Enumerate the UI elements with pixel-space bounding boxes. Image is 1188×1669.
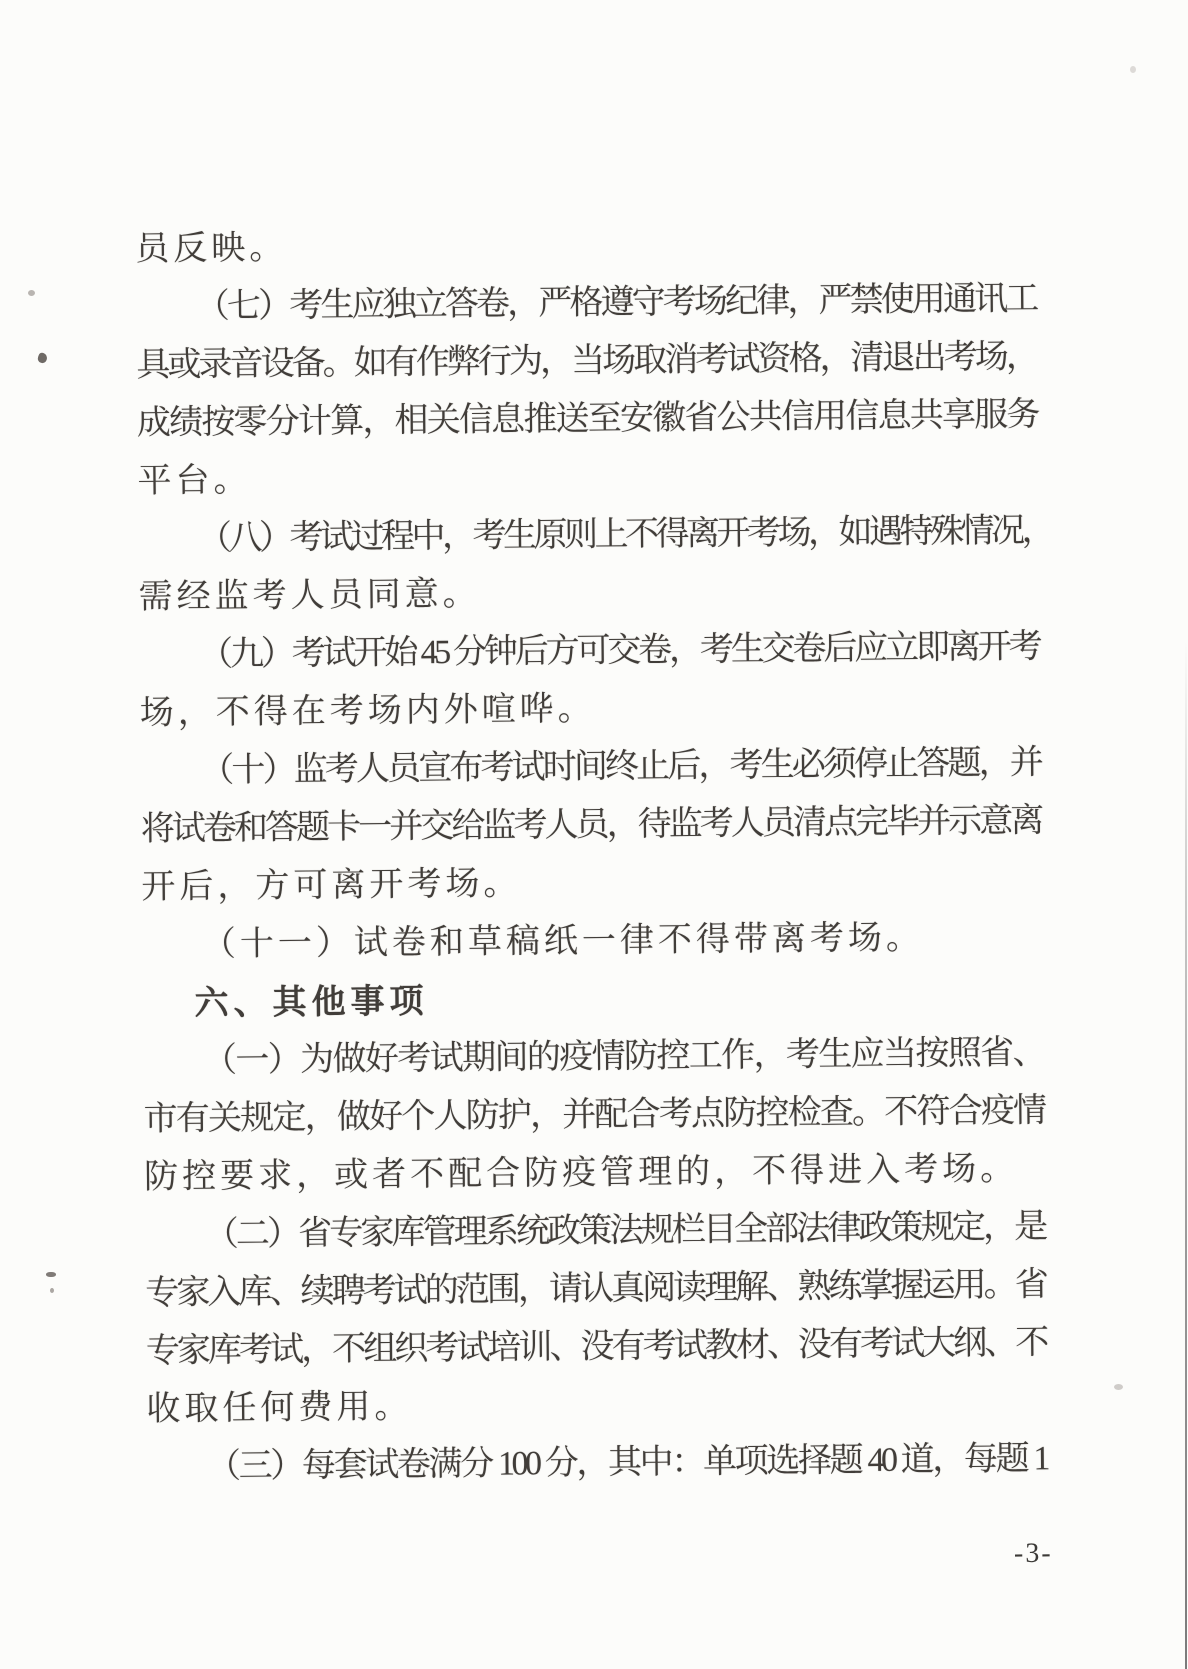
text-block <box>135 212 1053 1497</box>
text-line: 成绩按零分计算，相关信息推送至安徽省公共信用信息共享服务 <box>136 396 1038 442</box>
scan-speck <box>50 1288 54 1293</box>
text-line: 场，不得在考场内外喧哗。 <box>139 690 596 732</box>
text-line: （九）考试开始 45 分钟后方可交卷，考生交卷后应立即离开考 <box>198 628 1040 674</box>
scan-speck <box>28 290 35 296</box>
text-line: （十）监考人员宣布考试时间终止后，考生必须停止答题，并 <box>200 744 1041 790</box>
text-line: 平台。 <box>137 461 252 500</box>
text-line: 开后，方可离开考场。 <box>141 865 522 906</box>
text-line: （一）为做好考试期间的疫情防控工作，考生应当按照省、 <box>202 1034 1044 1080</box>
scan-speck <box>46 1272 56 1277</box>
text-line: 将试卷和答题卡一并交给监考人员，待监考人员清点完毕并示意离 <box>140 802 1041 848</box>
text-line: 具或录音设备。如有作弊行为，当场取消考试资格，清退出考场， <box>136 338 1037 384</box>
text-line: 需经监考人员同意。 <box>138 575 481 616</box>
text-line: 市有关规定，做好个人防护，并配合考点防控检查。不符合疫情 <box>143 1092 1044 1138</box>
scan-speck <box>1130 66 1136 73</box>
text-line: 收取任何费用。 <box>146 1388 413 1428</box>
text-line: （七）考生应独立答卷，严格遵守考场纪律，严禁使用通讯工 <box>195 280 1036 326</box>
text-line: 专家入库、续聘考试的范围，请认真阅读理解、熟练掌握运用。省 <box>145 1266 1046 1312</box>
scan-speck <box>37 352 49 364</box>
text-line: （十一）试卷和草稿纸一律不得带离考场。 <box>201 919 925 964</box>
text-line: （二）省专家库管理系统政策法规栏目全部法律政策规定，是 <box>204 1208 1045 1254</box>
scan-speck <box>1114 1384 1123 1390</box>
text-line: 专家库考试，不组织考试培训、没有考试教材、没有考试大纲、不 <box>145 1324 1046 1370</box>
text-line: （八）考试过程中，考生原则上不得离开考场，如遇特殊情况， <box>197 512 1053 558</box>
text-line: （三）每套试卷满分 100 分，其中：单项选择题 40 道，每题 1 <box>206 1440 1048 1486</box>
text-line: 员反映。 <box>135 229 288 268</box>
page-number: -3- <box>1013 1537 1053 1570</box>
text-line: 防控要求，或者不配合防疫管理的，不得进入考场。 <box>144 1150 1019 1196</box>
section-heading: 六、其他事项 <box>194 982 429 1023</box>
scan-edge-line <box>1185 640 1187 1669</box>
